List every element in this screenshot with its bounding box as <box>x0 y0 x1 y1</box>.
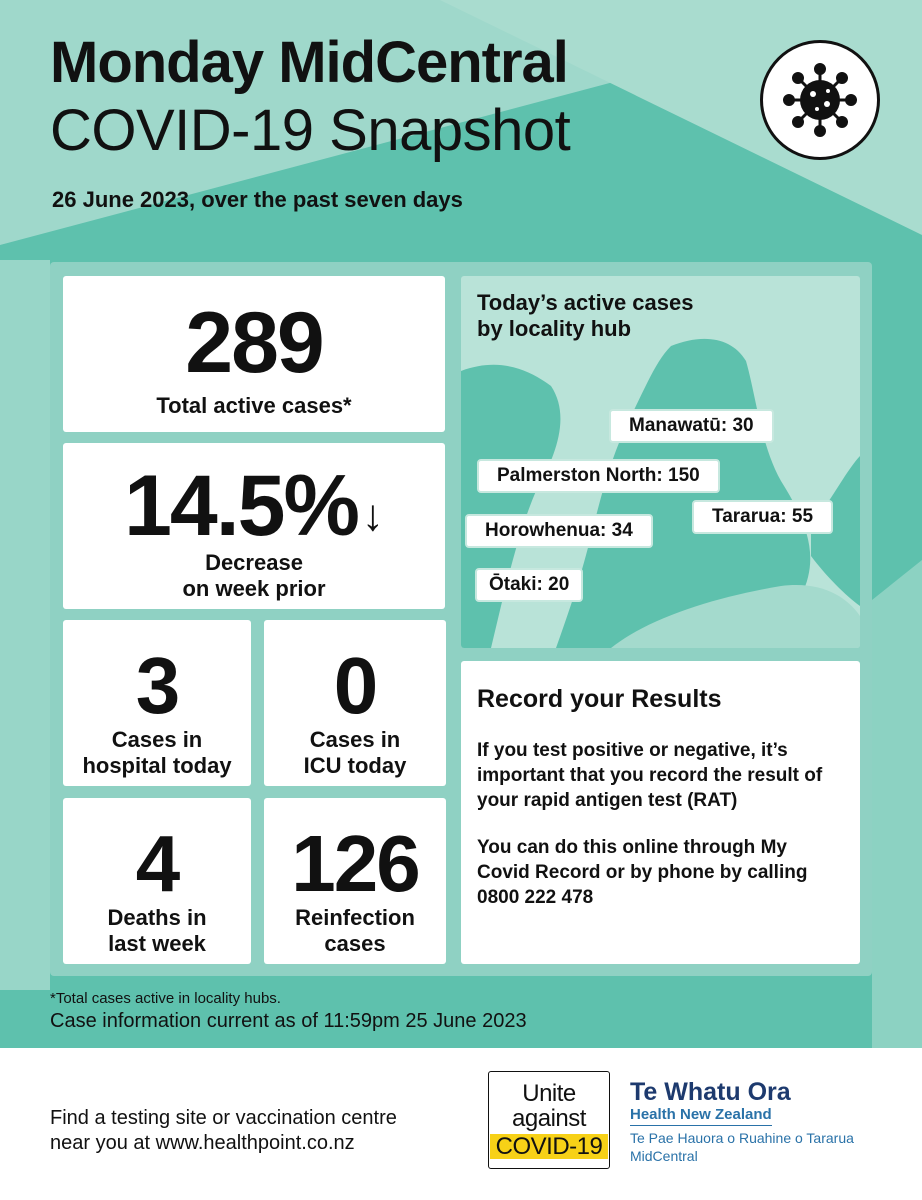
hub-label-manawatu: Manawatū: 30 <box>609 409 774 443</box>
hub-label-palmerston-north: Palmerston North: 150 <box>477 459 720 493</box>
map-title-line1: Today’s active cases <box>477 290 694 315</box>
map-title <box>477 290 693 343</box>
deaths-value: 4 <box>135 819 179 908</box>
find-line2: near you at www.healthpoint.co.nz <box>50 1132 355 1154</box>
hub-label-tararua: Tararua: 55 <box>692 500 833 534</box>
find-line1: Find a testing site or vaccination centre <box>50 1107 397 1129</box>
page-title-line2: COVID-19 Snapshot <box>50 98 571 163</box>
icu-card <box>264 620 446 786</box>
decrease-card <box>63 443 445 609</box>
decrease-label-line1: Decrease <box>205 550 303 575</box>
org-subtitle: Health New Zealand <box>630 1106 772 1126</box>
record-results-card <box>461 661 860 964</box>
find-testing-text <box>50 1106 397 1156</box>
decrease-label-line2: on week prior <box>182 576 326 602</box>
deaths-label-line2: last week <box>108 931 206 957</box>
deaths-card <box>63 798 251 964</box>
map-title-line2: by locality hub <box>477 316 632 342</box>
unite-line1: Unite <box>522 1080 576 1108</box>
locality-map-card <box>461 276 860 648</box>
decrease-value: 14.5% <box>124 458 358 554</box>
page-subtitle: 26 June 2023, over the past seven days <box>52 187 463 212</box>
hospital-label-line1: Cases in <box>111 727 203 752</box>
org-name: Te Whatu Ora <box>630 1078 791 1106</box>
reinfection-value: 126 <box>291 819 419 908</box>
icu-label-line1: Cases in <box>309 727 401 752</box>
org-local-line2: MidCentral <box>630 1147 698 1164</box>
org-local <box>630 1130 854 1165</box>
hospital-label-line2: hospital today <box>82 753 232 779</box>
arrow-down-icon: ↓ <box>361 491 384 540</box>
page-title-line1: Monday MidCentral <box>50 30 568 95</box>
deaths-label-line1: Deaths in <box>107 905 207 930</box>
record-results-para1: If you test positive or negative, it’s important that you record the result of your rapid antigen test (RAT) <box>477 740 823 812</box>
hospital-value: 3 <box>135 641 179 730</box>
total-active-card <box>63 276 445 432</box>
case-info-timestamp: Case information current as of 11:59pm 25 June 2023 <box>50 1010 527 1032</box>
hub-label-otaki: Ōtaki: 20 <box>475 568 583 602</box>
unite-line2: against <box>512 1105 586 1133</box>
total-active-label: Total active cases* <box>156 393 352 418</box>
reinfection-label-line2: cases <box>324 931 386 957</box>
icu-value: 0 <box>333 641 377 730</box>
unite-against-covid-logo <box>488 1071 610 1169</box>
icu-label-line2: ICU today <box>303 753 407 779</box>
hub-label-horowhenua: Horowhenua: 34 <box>465 514 653 548</box>
record-results-para2: You can do this online through My Covid Record or by phone by calling 0800 222 478 <box>477 837 808 909</box>
virus-icon <box>782 62 858 138</box>
hospital-card <box>63 620 251 786</box>
record-results-heading: Record your Results <box>477 685 722 713</box>
total-active-value: 289 <box>185 295 323 391</box>
reinfection-label-line1: Reinfection <box>295 905 415 930</box>
org-local-line1: Te Pae Hauora o Ruahine o Tararua <box>630 1130 854 1146</box>
virus-badge <box>760 40 880 160</box>
unite-line3: COVID-19 <box>490 1134 609 1159</box>
reinfection-card <box>264 798 446 964</box>
footnote: *Total cases active in locality hubs. <box>50 990 281 1007</box>
